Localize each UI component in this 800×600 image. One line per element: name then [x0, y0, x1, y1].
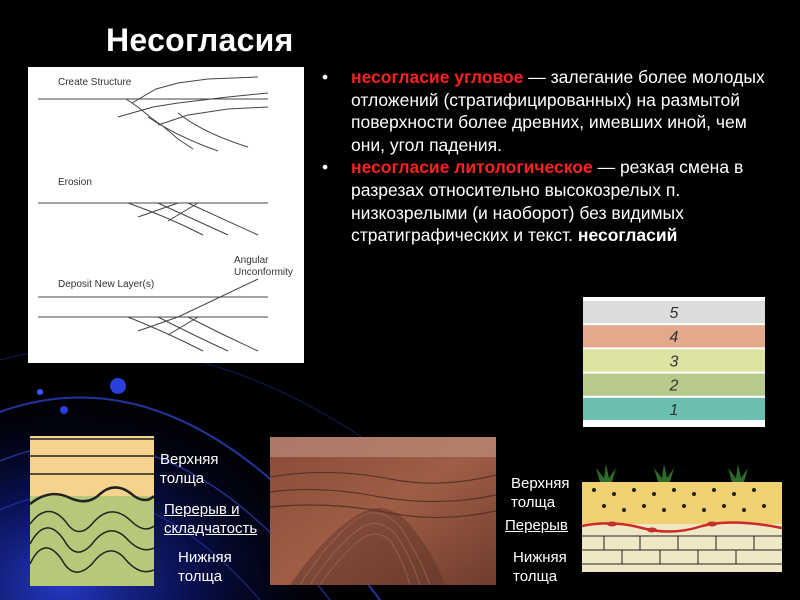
left-upper-label: Верхняя толща	[160, 451, 219, 487]
step-create-structure: Create Structure	[58, 77, 132, 88]
folded-section-diagram	[30, 436, 154, 586]
definition-lithologic: резкая смена в разрезах относительно высокозрелых п. низкозрелыми (и наоборот) без видимых стратиграфических и текст.	[351, 157, 744, 246]
orb-decoration	[110, 378, 126, 394]
bullet-dot-icon: •	[322, 67, 329, 87]
right-gap-label: Перерыв	[505, 517, 568, 534]
dash: —	[592, 157, 620, 178]
left-gap-label: Перерыв и складчатость	[164, 501, 258, 537]
outcrop-photo	[270, 437, 496, 585]
dash: —	[523, 67, 551, 87]
strat-layer-label: 3	[669, 353, 679, 371]
orb-decoration	[37, 389, 43, 395]
definition-lithologic-end: несогласий	[577, 225, 678, 246]
term-lithologic: несогласие литологическое	[351, 157, 593, 178]
callout-unconformity: Unconformity	[234, 267, 293, 278]
bullet-angular	[318, 66, 780, 156]
orb-decoration	[60, 406, 68, 414]
term-angular: несогласие угловое	[351, 67, 524, 87]
right-upper-label: Верхняя толща	[511, 475, 570, 511]
left-lower-label: Нижняя толща	[178, 549, 232, 585]
slide-title: Несогласия	[106, 22, 294, 58]
definition-angular: залегание более молодых отложений (стратифицированных) на размытой поверхности более древних, имевших иной, чем они, угол падения.	[351, 67, 765, 155]
callout-angular: Angular	[234, 255, 269, 266]
bullet-lithologic	[318, 156, 780, 246]
strat-layer-label: 5	[669, 305, 679, 322]
bullet-dot-icon: •	[322, 157, 329, 178]
strat-layer-label: 2	[669, 377, 679, 395]
bullet-list	[318, 66, 780, 247]
angular-unconformity-diagram	[28, 67, 304, 363]
step-deposit: Deposit New Layer(s)	[58, 279, 155, 290]
right-lower-label: Нижняя толща	[513, 549, 567, 585]
strat-layer-label: 4	[669, 329, 679, 347]
strat-layer-label: 1	[669, 401, 679, 419]
lithologic-section-diagram	[582, 452, 782, 572]
strat-column	[583, 297, 765, 427]
step-erosion: Erosion	[58, 177, 92, 188]
